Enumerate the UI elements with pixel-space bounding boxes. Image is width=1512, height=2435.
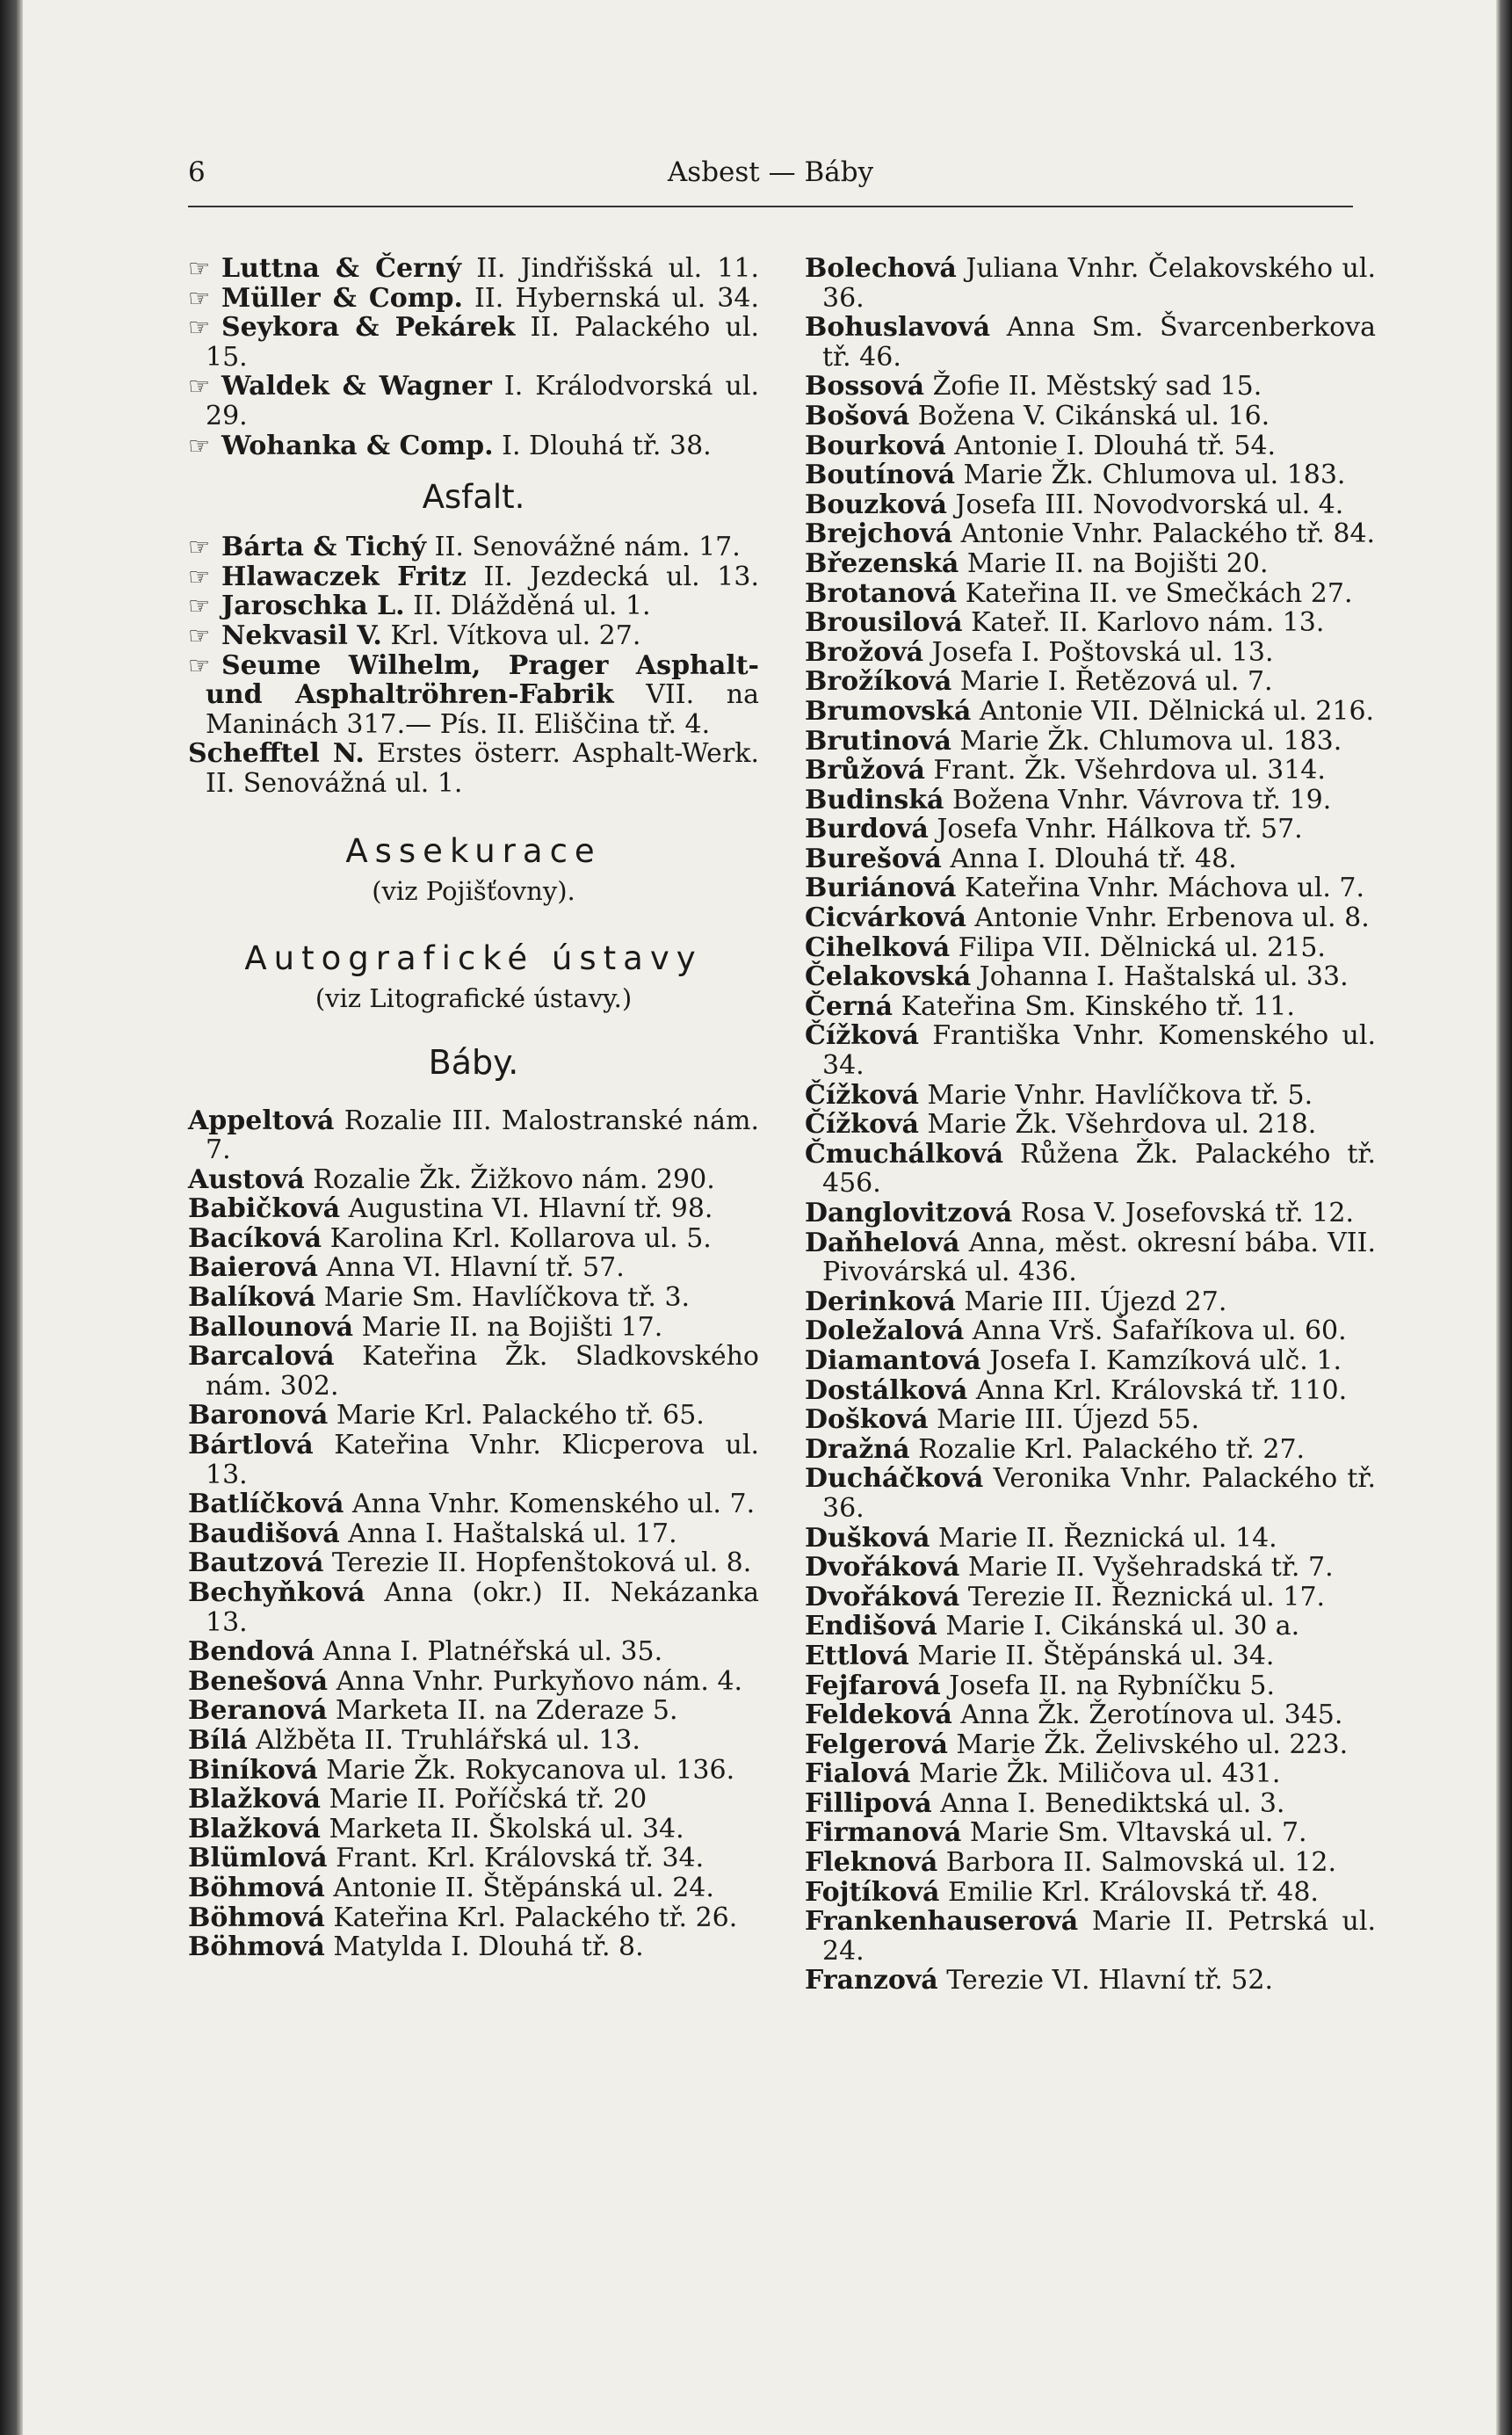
entry-name: Blümlová: [188, 1843, 328, 1874]
section-heading-autograficke: Autografické ústavy: [244, 938, 703, 977]
pointing-hand-icon: ☞: [188, 533, 211, 562]
entry-name: Brůžová: [805, 755, 925, 786]
entry-name: Bílá: [188, 1724, 248, 1756]
pointing-hand-icon: ☞: [188, 620, 211, 650]
list-item: [805, 992, 1376, 1022]
entry-name: Batlíčková: [188, 1489, 344, 1520]
entry-details: Marie II. Poříčská tř. 20: [320, 1784, 647, 1815]
list-item: ☞ Waldek & Wagner I. Králodvorská ul. 29.: [188, 371, 759, 431]
entry-name: Felgerová: [805, 1728, 948, 1760]
list-item: [188, 1844, 759, 1873]
entry-details: Antonie II. Štěpánská ul. 24.: [324, 1872, 714, 1903]
asbest-list: [188, 254, 759, 460]
pointing-hand-icon: ☞: [188, 562, 211, 591]
entry-name: Böhmová: [188, 1872, 325, 1903]
entry-name: Baronová: [188, 1400, 329, 1431]
entry-details: Kateřina Vnhr. Máchova ul. 7.: [956, 873, 1365, 904]
list-item: [805, 1081, 1376, 1111]
entry-name: Brejchová: [805, 518, 953, 550]
entry-name: Doležalová: [805, 1315, 965, 1347]
section-heading-baby: Báby.: [428, 1042, 519, 1082]
entry-details: Marie Žk. Chlumova ul. 183.: [955, 460, 1346, 491]
entry-name: Brousilová: [805, 607, 963, 639]
entry-details: Anna I. Platnéřská ul. 35.: [315, 1636, 663, 1668]
running-title: Asbest — Báby: [667, 156, 874, 188]
entry-name: Blažková: [188, 1813, 321, 1844]
list-item: [805, 1228, 1376, 1287]
entry-details: Veronika Vnhr. Palackého tř. 36.: [822, 1463, 1376, 1524]
list-item: [805, 697, 1376, 727]
entry-name: Březenská: [805, 547, 959, 579]
entry-name: Fejfarová: [805, 1670, 941, 1701]
entry-details: Josefa I. Poštovská ul. 13.: [923, 636, 1274, 668]
list-item: [805, 1553, 1376, 1583]
list-item: [188, 1283, 759, 1313]
entry-details: Marie II. na Bojišti 17.: [353, 1311, 663, 1343]
entry-name: Babičková: [188, 1193, 341, 1225]
entry-details: Barbora II. Salmovská ul. 12.: [937, 1847, 1337, 1879]
list-item: [805, 1435, 1376, 1465]
entry-name: Frankenhauserová: [805, 1906, 1079, 1938]
list-item: [188, 1313, 759, 1343]
entry-name: Čížková: [805, 1109, 919, 1141]
entry-name: Bouzková: [805, 489, 947, 520]
list-item: ☞ Hlawaczek Fritz II. Jezdecká ul. 13.: [188, 561, 759, 592]
pointing-hand-icon: ☞: [188, 313, 211, 343]
list-item: [188, 1194, 759, 1224]
left-column: [188, 254, 759, 1962]
entry-details: Anna Vrš. Šafaříkova ul. 60.: [964, 1315, 1347, 1347]
list-item: [805, 1907, 1376, 1966]
page-header: [188, 156, 1353, 200]
entry-details: Kateřina II. ve Smečkách 27.: [957, 577, 1353, 609]
entry-name: Čelakovská: [805, 961, 972, 993]
list-item: [805, 1346, 1376, 1376]
entry-details: Matylda I. Dlouhá tř. 8.: [324, 1931, 644, 1963]
list-item: [805, 1287, 1376, 1317]
entry-details: Marie I. Cikánská ul. 30 a.: [937, 1611, 1300, 1642]
list-item: [188, 1489, 759, 1519]
pointing-hand-icon: ☞: [188, 431, 211, 460]
list-item: [188, 1165, 759, 1195]
list-item: [188, 1637, 759, 1667]
entry-name: Dvořáková: [805, 1552, 960, 1583]
list-item: [805, 1405, 1376, 1435]
entry-name: Brotanová: [805, 577, 958, 609]
list-item: [805, 844, 1376, 874]
entry-name: Bendová: [188, 1636, 315, 1668]
entry-name: Bolechová: [805, 253, 957, 284]
list-item: [805, 638, 1376, 668]
scan-edge-right: [1496, 0, 1512, 2435]
section-heading-asfalt: Asfalt.: [422, 478, 525, 517]
entry-details: Kateřina Krl. Palackého tř. 26.: [324, 1902, 738, 1933]
list-item: [805, 1848, 1376, 1878]
entry-name: Dvořáková: [805, 1581, 960, 1612]
list-item: [805, 1583, 1376, 1612]
pointing-hand-icon: ☞: [188, 254, 211, 283]
entry-details: Rozalie Žk. Žižkovo nám. 290.: [304, 1163, 715, 1195]
list-item: ☞ Müller & Comp. II. Hybernská ul. 34.: [188, 282, 760, 314]
entry-details: Marie Žk. Želivského ul. 223.: [947, 1728, 1349, 1760]
entry-name: Bechyňková: [188, 1577, 365, 1608]
entry-name: Bourková: [805, 430, 946, 461]
entry-name: Bossová: [805, 371, 925, 402]
entry-details: Františka Vnhr. Komenského ul. 34.: [822, 1020, 1376, 1082]
asfalt-list: [188, 533, 759, 798]
list-item: [805, 608, 1376, 638]
entry-details: Kateř. II. Karlovo nám. 13.: [962, 607, 1325, 639]
list-item: [188, 1253, 759, 1283]
entry-name: Brožová: [805, 636, 924, 668]
entry-name: Fialová: [805, 1758, 911, 1790]
entry-details: Kateřina Žk. Sladkovského nám. 302.: [206, 1341, 759, 1402]
entry-name: Endišová: [805, 1611, 937, 1642]
list-item: [805, 372, 1376, 402]
entry-details: Anna I. Dlouhá tř. 48.: [941, 843, 1237, 874]
list-item: [805, 1700, 1376, 1730]
entry-name: Ballounová: [188, 1311, 354, 1343]
entry-details: Marie Žk. Miličova ul. 431.: [910, 1758, 1281, 1790]
list-item: [805, 1021, 1376, 1080]
entry-name: Brožíková: [805, 666, 952, 698]
list-item: [188, 1785, 759, 1815]
entry-details: Johanna I. Haštalská ul. 33.: [971, 961, 1349, 993]
entry-name: Brutinová: [805, 725, 951, 757]
entry-details: Marie II. Petrská ul. 24.: [822, 1906, 1376, 1967]
entry-details: Marie Žk. Rokycanova ul. 136.: [317, 1754, 735, 1786]
list-item: [805, 519, 1376, 549]
entry-details: Antonie I. Dlouhá tř. 54.: [945, 430, 1277, 461]
entry-name: Čmuchálková: [805, 1138, 1004, 1170]
list-item: [188, 1224, 759, 1254]
list-item: [805, 1878, 1376, 1908]
entry-name: Böhmová: [188, 1931, 325, 1963]
list-item: [188, 1548, 759, 1578]
entry-details: Marketa II. na Zderaze 5.: [327, 1695, 678, 1727]
list-item: ☞ Seume Wilhelm, Prager Asphalt- und Asphaltröhren-Fabrik VII. na Maninách 317.— Pís. II. Eliščina tř. 4.: [188, 649, 759, 740]
entry-details: Marie Žk. Všehrdova ul. 218.: [918, 1109, 1317, 1141]
entry-details: Karolina Krl. Kollarova ul. 5.: [322, 1222, 712, 1254]
section-heading-assekurace: Assekurace: [345, 831, 602, 870]
cross-reference: (viz Pojišťovny).: [372, 875, 575, 906]
list-item: [188, 1519, 759, 1549]
entry-name: Dušková: [805, 1522, 930, 1554]
list-item: [188, 1578, 759, 1637]
list-item: [805, 1316, 1376, 1346]
entry-name: Burdová: [805, 814, 929, 845]
entry-name: Dražná: [805, 1433, 910, 1465]
entry-name: Biníková: [188, 1754, 318, 1786]
list-item: Schefftel N. Erstes österr. Asphalt-Werk. II. Senovážná ul. 1.: [188, 738, 759, 799]
pointing-hand-icon: ☞: [188, 283, 211, 313]
header-rule: [188, 206, 1353, 207]
entry-details: Marie II. Řeznická ul. 14.: [930, 1522, 1277, 1554]
entry-details: Josefa II. na Rybníčku 5.: [940, 1670, 1276, 1701]
list-item: [805, 549, 1376, 579]
list-item: [805, 1199, 1376, 1228]
list-item: ☞ Jaroschka L. II. Dlážděná ul. 1.: [188, 591, 651, 622]
entry-name: Fojtíková: [805, 1876, 940, 1908]
entry-name: Fillipová: [805, 1787, 932, 1819]
entry-name: Barcalová: [188, 1341, 335, 1373]
pointing-hand-icon: ☞: [188, 372, 211, 402]
entry-name: Böhmová: [188, 1902, 325, 1933]
list-item: [805, 1612, 1376, 1641]
entry-name: Austová: [188, 1163, 305, 1195]
entry-name: Bošová: [805, 400, 910, 431]
entry-name: Daňhelová: [805, 1227, 960, 1258]
entry-details: Marie Sm. Havlíčkova tř. 3.: [315, 1282, 691, 1314]
entry-name: Cihelková: [805, 931, 951, 963]
list-item: [805, 254, 1376, 313]
baby-list-right: [805, 254, 1376, 1996]
entry-details: Antonie VII. Dělnická ul. 216.: [971, 695, 1375, 727]
entry-name: Appeltová: [188, 1105, 335, 1136]
entry-details: Marie II. Vyšehradská tř. 7.: [959, 1552, 1334, 1583]
entry-details: Anna (okr.) II. Nekázanka 13.: [206, 1577, 759, 1638]
entry-name: Bautzová: [188, 1547, 324, 1579]
entry-details: Rozalie Krl. Palackého tř. 27.: [909, 1433, 1306, 1465]
entry-details: Anna I. Haštalská ul. 17.: [339, 1518, 677, 1549]
entry-details: Rosa V. Josefovská tř. 12.: [1012, 1198, 1354, 1228]
pointing-hand-icon: ☞: [188, 650, 211, 680]
list-item: [188, 1342, 759, 1401]
entry-details: Juliana Vnhr. Čelakovského ul. 36.: [822, 253, 1376, 314]
entry-details: Marie III. Újezd 27.: [955, 1286, 1227, 1317]
entry-details: Božena Vnhr. Vávrova tř. 19.: [944, 784, 1332, 815]
entry-details: Marketa II. Školská ul. 34.: [320, 1813, 684, 1844]
entry-details: Kateřina Vnhr. Klicperova ul. 13.: [206, 1430, 759, 1490]
list-item: [805, 1641, 1376, 1671]
entry-details: Josefa Vnhr. Hálkova tř. 57.: [928, 814, 1303, 845]
entry-details: Anna Sm. Švarcenberkova tř. 46.: [822, 312, 1376, 373]
entry-details: Marie Žk. Chlumova ul. 183.: [951, 725, 1342, 757]
list-item: [805, 490, 1376, 520]
cross-reference: (viz Litografické ústavy.): [315, 982, 633, 1013]
list-item: [805, 1789, 1376, 1819]
entry-details: Anna Krl. Královská tř. 110.: [967, 1374, 1348, 1406]
list-item: [805, 1376, 1376, 1406]
entry-name: Dostálková: [805, 1374, 968, 1406]
entry-details: Kateřina Sm. Kinského tř. 11.: [893, 990, 1295, 1022]
entry-details: Marie Krl. Palackého tř. 65.: [328, 1400, 705, 1431]
entry-name: Ducháčková: [805, 1463, 984, 1495]
right-column: [805, 254, 1376, 1996]
entry-details: Anna Vnhr. Purkyňovo nám. 4.: [328, 1665, 743, 1697]
list-item: [805, 667, 1376, 697]
entry-details: Frant. Žk. Všehrdova ul. 314.: [924, 755, 1326, 786]
scan-edge-left: [0, 0, 23, 2435]
entry-details: Marie II. na Bojišti 20.: [959, 547, 1269, 579]
entry-details: Anna, měst. okresní bába. VII. Pivovárská ul. 436.: [822, 1227, 1376, 1288]
list-item: [805, 727, 1376, 757]
list-item: [188, 1401, 759, 1431]
entry-details: Terezie VI. Hlavní tř. 52.: [937, 1965, 1274, 1997]
entry-details: Josefa III. Novodvorská ul. 4.: [946, 489, 1344, 520]
entry-details: Josefa I. Kamzíková ulč. 1.: [980, 1344, 1342, 1376]
entry-name: Ettlová: [805, 1640, 909, 1671]
entry-name: Bártlová: [188, 1430, 314, 1461]
entry-details: Augustina VI. Hlavní tř. 98.: [340, 1193, 713, 1225]
entry-name: Beranová: [188, 1695, 328, 1727]
list-item: [805, 1110, 1376, 1140]
list-item: ☞ Seykora & Pekárek II. Palackého ul. 15.: [188, 312, 759, 373]
entry-details: Anna I. Benediktská ul. 3.: [931, 1787, 1285, 1819]
list-item: [188, 1873, 759, 1903]
entry-name: Došková: [805, 1404, 929, 1436]
list-item: [188, 1756, 759, 1786]
list-item: [805, 1759, 1376, 1789]
entry-details: Anna Žk. Žerotínova ul. 345.: [951, 1699, 1343, 1731]
list-item: [805, 962, 1376, 992]
entry-name: Baudišová: [188, 1518, 340, 1549]
entry-details: Marie Sm. Vltavská ul. 7.: [961, 1817, 1307, 1849]
entry-name: Černá: [805, 990, 893, 1022]
baby-list-left: [188, 1106, 759, 1962]
list-item: [188, 1667, 759, 1697]
list-item: [805, 1671, 1376, 1701]
list-item: [188, 1903, 759, 1933]
list-item: [188, 1696, 759, 1726]
entry-details: Žofie II. Městský sad 15.: [924, 371, 1262, 402]
list-item: [805, 460, 1376, 490]
list-item: [805, 313, 1376, 372]
list-item: [805, 933, 1376, 963]
entry-details: Antonie Vnhr. Erbenova ul. 8.: [966, 902, 1370, 934]
entry-name: Diamantová: [805, 1344, 981, 1376]
entry-name: Balíková: [188, 1282, 316, 1314]
entry-name: Bacíková: [188, 1222, 322, 1254]
entry-name: Buriánová: [805, 873, 957, 904]
entry-name: Feldeková: [805, 1699, 952, 1731]
list-item: [805, 1464, 1376, 1523]
entry-name: Firmanová: [805, 1817, 962, 1849]
entry-details: Rozalie III. Malostranské nám. 7.: [206, 1105, 759, 1166]
list-item: [805, 815, 1376, 844]
entry-details: Marie III. Újezd 55.: [928, 1404, 1200, 1436]
entry-name: Baierová: [188, 1252, 318, 1284]
entry-details: Terezie II. Hopfenštoková ul. 8.: [323, 1547, 752, 1579]
entry-name: Franzová: [805, 1965, 938, 1997]
list-item: [805, 1818, 1376, 1848]
entry-details: Růžena Žk. Palackého tř. 456.: [822, 1138, 1376, 1199]
entry-name: Derinková: [805, 1286, 956, 1317]
list-item: [805, 431, 1376, 461]
page-number: 6: [188, 156, 206, 188]
list-item: [805, 756, 1376, 786]
entry-name: Burešová: [805, 843, 942, 874]
entry-name: Bohuslavová: [805, 312, 991, 344]
entry-details: Terezie II. Řeznická ul. 17.: [959, 1581, 1326, 1612]
entry-details: Frant. Krl. Královská tř. 34.: [327, 1843, 705, 1874]
entry-name: Blažková: [188, 1784, 321, 1815]
entry-name: Brumovská: [805, 695, 972, 727]
list-item: [188, 1106, 759, 1165]
list-item: ☞ Wohanka & Comp. I. Dlouhá tř. 38.: [188, 430, 712, 461]
entry-name: Benešová: [188, 1665, 329, 1697]
list-item: [805, 1524, 1376, 1554]
entry-details: Božena V. Cikánská ul. 16.: [909, 400, 1270, 431]
entry-name: Cicvárková: [805, 902, 966, 934]
entry-details: Filipa VII. Dělnická ul. 215.: [950, 931, 1326, 963]
list-item: [188, 1815, 759, 1844]
list-item: [805, 579, 1376, 609]
list-item: ☞ Nekvasil V. Krl. Vítkova ul. 27.: [188, 620, 641, 651]
entry-details: Anna VI. Hlavní tř. 57.: [317, 1252, 625, 1284]
list-item: [188, 1726, 759, 1756]
list-item: [805, 903, 1376, 933]
entry-name: Fleknová: [805, 1847, 938, 1879]
entry-name: Boutínová: [805, 460, 956, 491]
list-item: ☞ Luttna & Černý II. Jindřišská ul. 11.: [188, 253, 759, 284]
entry-details: Marie I. Řetězová ul. 7.: [951, 666, 1273, 698]
list-item: ☞ Bárta & Tichý II. Senovážné nám. 17.: [188, 532, 741, 563]
list-item: [805, 1966, 1376, 1996]
entry-name: Budinská: [805, 784, 944, 815]
entry-details: Anna Vnhr. Komenského ul. 7.: [344, 1489, 756, 1520]
entry-name: Čížková: [805, 1079, 919, 1111]
list-item: [188, 1431, 759, 1489]
list-item: [805, 1140, 1376, 1199]
list-item: [805, 873, 1376, 903]
pointing-hand-icon: ☞: [188, 591, 211, 621]
entry-name: Danglovitzová: [805, 1198, 1013, 1228]
entry-name: Čížková: [805, 1020, 919, 1052]
list-item: [805, 786, 1376, 815]
list-item: [188, 1932, 759, 1962]
entry-details: Antonie Vnhr. Palackého tř. 84.: [952, 518, 1376, 550]
list-item: [805, 402, 1376, 431]
entry-details: Emilie Krl. Královská tř. 48.: [939, 1876, 1319, 1908]
entry-details: Marie II. Štěpánská ul. 34.: [908, 1640, 1275, 1671]
entry-details: Alžběta II. Truhlářská ul. 13.: [247, 1724, 640, 1756]
entry-details: Marie Vnhr. Havlíčkova tř. 5.: [918, 1079, 1313, 1111]
list-item: [805, 1730, 1376, 1760]
